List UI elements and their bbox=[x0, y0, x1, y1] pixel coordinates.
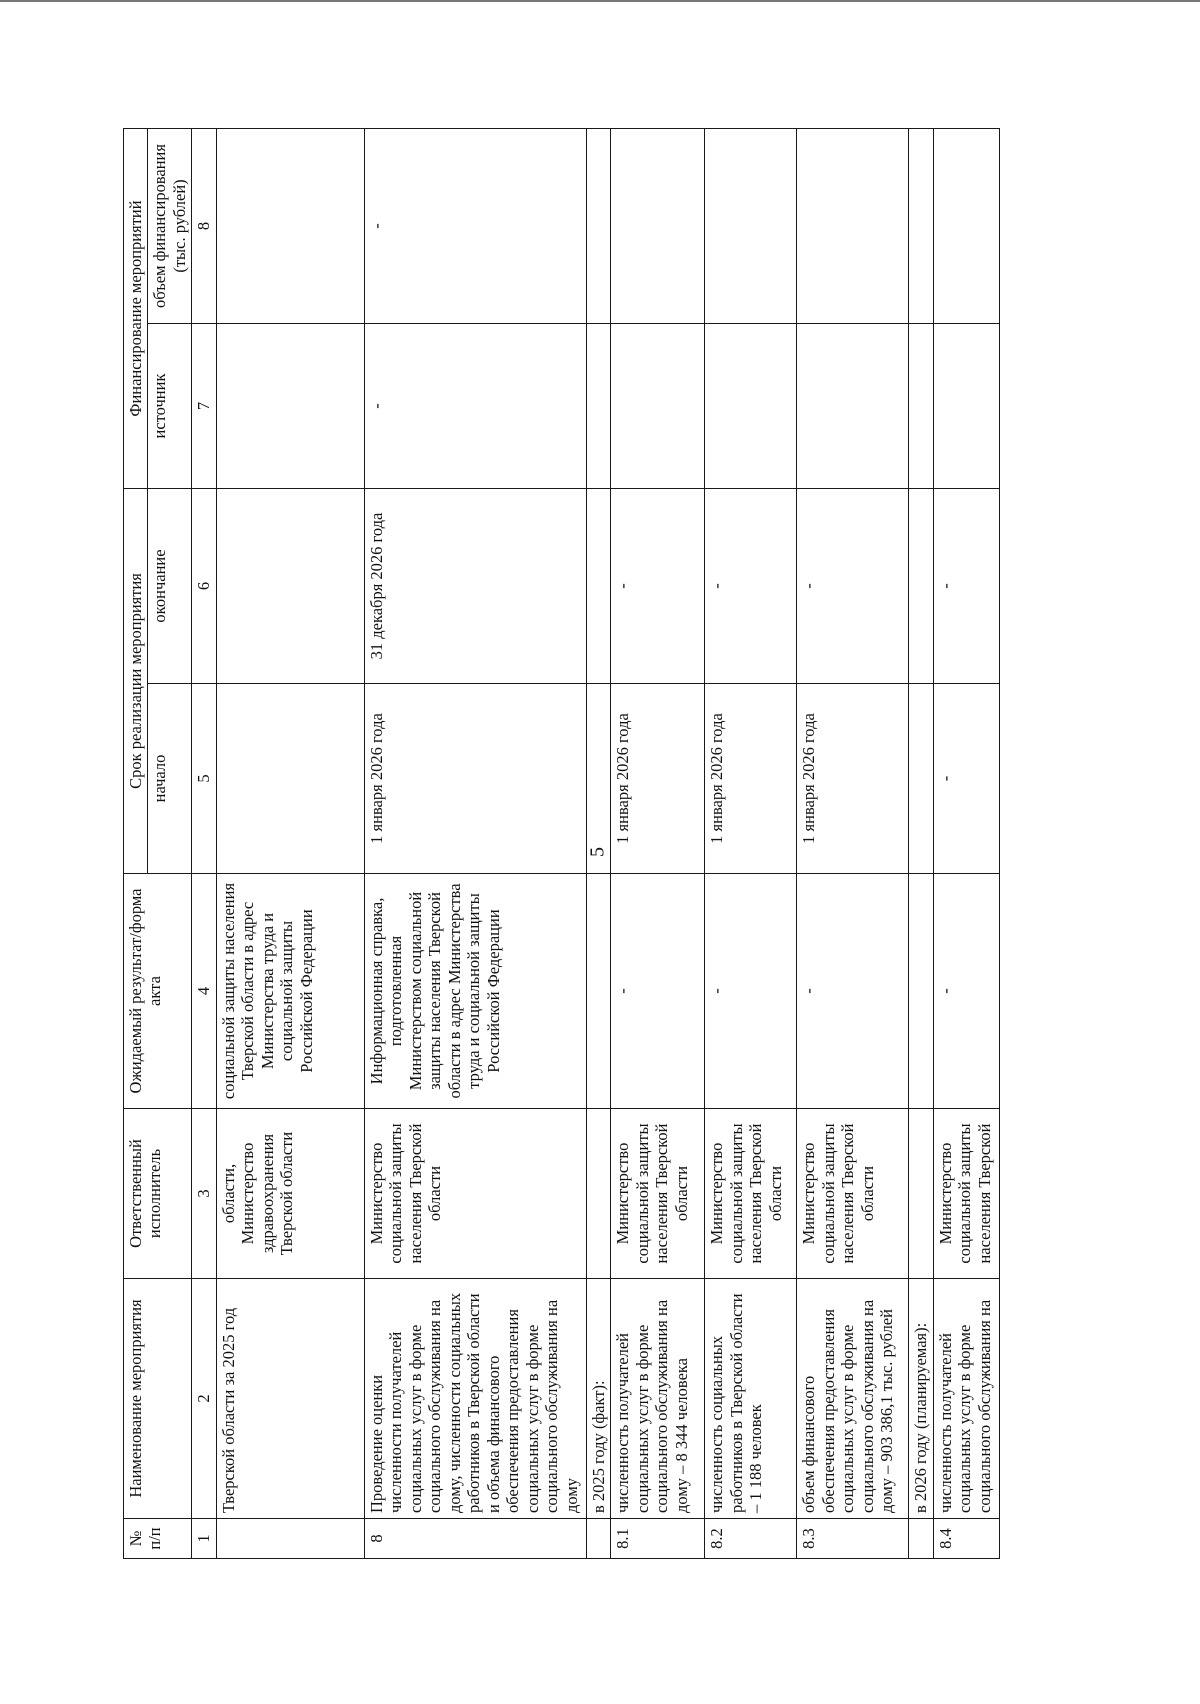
cell-empty bbox=[909, 874, 933, 1109]
cell-name: Проведение оценки численности получателей социальных услуг в форме социального обслуживания на дому, численности социальных работников в Тверской области и объема финансового обеспечения предоставления социальных услуг в форме социального обслуживания на дому bbox=[364, 1279, 586, 1519]
column-numbers-row bbox=[192, 129, 216, 1559]
col-number: 4 bbox=[192, 874, 216, 1109]
cell-empty bbox=[909, 129, 933, 324]
cell-result: - bbox=[797, 874, 909, 1109]
cell-amount bbox=[797, 129, 909, 324]
cell-empty bbox=[586, 874, 610, 1109]
subheader-2025: в 2025 году (факт): bbox=[586, 1279, 610, 1519]
cell-empty bbox=[909, 1109, 933, 1279]
cell-source bbox=[611, 324, 705, 489]
header-source: источник bbox=[148, 324, 192, 489]
cell-source bbox=[933, 324, 999, 489]
cell-start: 1 января 2026 года bbox=[705, 684, 797, 874]
table-row bbox=[933, 129, 999, 1559]
subheader-row-2026 bbox=[909, 129, 933, 1559]
cell-executor: Министерство социальной защиты населения Тверской области bbox=[611, 1109, 705, 1279]
cell-empty bbox=[586, 129, 610, 324]
cell-num: 8.1 bbox=[611, 1519, 705, 1559]
col-number: 3 bbox=[192, 1109, 216, 1279]
cell-name: численность социальных работников в Тверской области – 1 188 человек bbox=[705, 1279, 797, 1519]
header-period: Срок реализации мероприятия bbox=[124, 489, 148, 874]
cell-amount bbox=[933, 129, 999, 324]
cell-num bbox=[909, 1519, 933, 1559]
col-number: 8 bbox=[192, 129, 216, 324]
cell-end: 31 декабря 2026 года bbox=[364, 489, 586, 684]
header-period-start: начало bbox=[148, 684, 192, 874]
cell-start: 1 января 2026 года bbox=[611, 684, 705, 874]
cell-executor: Министерство социальной защиты населения Тверской области bbox=[797, 1109, 909, 1279]
subheader-2026: в 2026 году (планируемая): bbox=[909, 1279, 933, 1519]
cell-executor: области, Министерство здравоохранения Тверской области bbox=[216, 1109, 364, 1279]
header-period-end: окончание bbox=[148, 489, 192, 684]
cell-num: 8.3 bbox=[797, 1519, 909, 1559]
rotated-sheet bbox=[123, 129, 1063, 1559]
cell-amount bbox=[611, 129, 705, 324]
cell-num: 8 bbox=[364, 1519, 586, 1559]
cell-source bbox=[797, 324, 909, 489]
table-row bbox=[364, 129, 586, 1559]
cell-amount: - bbox=[364, 129, 586, 324]
table-row bbox=[705, 129, 797, 1559]
cell-start: - bbox=[933, 684, 999, 874]
cell-end: - bbox=[705, 489, 797, 684]
cell-start bbox=[216, 684, 364, 874]
cell-end: - bbox=[933, 489, 999, 684]
header-amount: объем финансирования (тыс. рублей) bbox=[148, 129, 192, 324]
cell-name: объем финансового обеспечения предоставления социальных услуг в форме социального обслуживания на дому – 903 386,1 тыс. рублей bbox=[797, 1279, 909, 1519]
cell-empty bbox=[586, 324, 610, 489]
cell-result: - bbox=[705, 874, 797, 1109]
table-row bbox=[611, 129, 705, 1559]
cell-end bbox=[216, 489, 364, 684]
cell-empty bbox=[586, 1109, 610, 1279]
cell-result: - bbox=[611, 874, 705, 1109]
cell-empty bbox=[586, 684, 610, 874]
header-row-1 bbox=[124, 129, 148, 1559]
cell-name: численность получателей социальных услуг в форме социального обслуживания на bbox=[933, 1279, 999, 1519]
cell-executor: Министерство социальной защиты населения Тверской bbox=[933, 1109, 999, 1279]
col-number: 7 bbox=[192, 324, 216, 489]
col-number: 6 bbox=[192, 489, 216, 684]
action-plan-table bbox=[123, 128, 1000, 1559]
cell-result: Информационная справка, подготовленная Министерством социальной защиты населения Тверской области в адрес Министерства труда и социальной защиты Российской Федерации bbox=[364, 874, 586, 1109]
cell-start: 1 января 2026 года bbox=[797, 684, 909, 874]
cell-num: 8.2 bbox=[705, 1519, 797, 1559]
cell-executor: Министерство социальной защиты населения Тверской области bbox=[364, 1109, 586, 1279]
cell-result: социальной защиты населения Тверской области в адрес Министерства труда и социальной защиты Российской Федерации bbox=[216, 874, 364, 1109]
table-row bbox=[216, 129, 364, 1559]
header-name: Наименование мероприятия bbox=[124, 1279, 192, 1519]
cell-end: - bbox=[797, 489, 909, 684]
cell-num: 8.4 bbox=[933, 1519, 999, 1559]
cell-start: 1 января 2026 года bbox=[364, 684, 586, 874]
header-result: Ожидаемый результат/форма акта bbox=[124, 874, 192, 1109]
table-row bbox=[797, 129, 909, 1559]
cell-name: численность получателей социальных услуг в форме социального обслуживания на дому – 8 344 человека bbox=[611, 1279, 705, 1519]
cell-source: - bbox=[364, 324, 586, 489]
cell-empty bbox=[909, 684, 933, 874]
cell-name: Тверской области за 2025 год bbox=[216, 1279, 364, 1519]
cell-source bbox=[216, 324, 364, 489]
cell-num bbox=[216, 1519, 364, 1559]
cell-end: - bbox=[611, 489, 705, 684]
cell-empty bbox=[909, 489, 933, 684]
cell-empty bbox=[909, 324, 933, 489]
col-number: 1 bbox=[192, 1519, 216, 1559]
col-number: 5 bbox=[192, 684, 216, 874]
header-financing: Финансирование мероприятий bbox=[124, 129, 148, 489]
page-number: 5 bbox=[586, 847, 609, 857]
cell-empty bbox=[586, 489, 610, 684]
header-executor: Ответственный исполнитель bbox=[124, 1109, 192, 1279]
cell-source bbox=[705, 324, 797, 489]
cell-result: - bbox=[933, 874, 999, 1109]
cell-num bbox=[586, 1519, 610, 1559]
cell-amount bbox=[705, 129, 797, 324]
header-num: № п/п bbox=[124, 1519, 192, 1559]
cell-amount bbox=[216, 129, 364, 324]
cell-executor: Министерство социальной защиты населения Тверской области bbox=[705, 1109, 797, 1279]
col-number: 2 bbox=[192, 1279, 216, 1519]
subheader-row-2025 bbox=[586, 129, 610, 1559]
scan-edge-line bbox=[0, 0, 1200, 2]
